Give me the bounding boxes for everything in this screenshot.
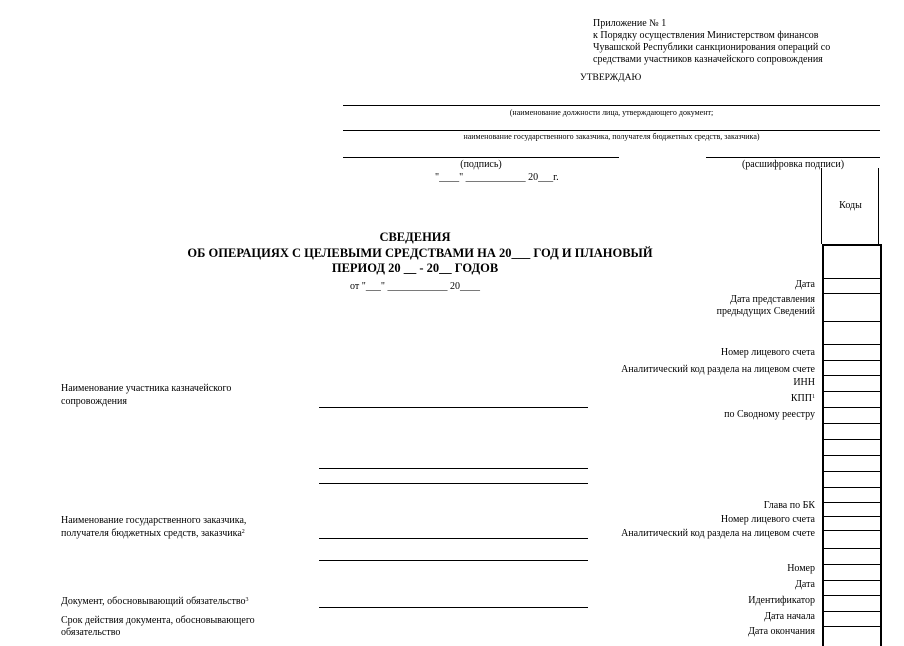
appendix-line-1: Приложение № 1	[593, 18, 667, 29]
code-cell-divider	[824, 611, 880, 612]
label-participant-2: сопровождения	[61, 396, 127, 407]
label-glava: Глава по БК	[763, 500, 815, 511]
code-cell-divider	[824, 530, 880, 531]
decoding-line	[706, 157, 880, 158]
position-line	[343, 105, 880, 106]
label-analytic-code: Аналитический код раздела на лицевом счете	[621, 364, 815, 375]
label-kpp-text: КПП	[790, 393, 812, 404]
code-cell-divider	[824, 391, 880, 392]
label-customer-2-text: получателя бюджетных средств, заказчика	[61, 528, 242, 539]
label-customer-footnote: 2	[241, 529, 245, 535]
label-kpp	[500, 393, 815, 405]
fill-line-3	[319, 560, 588, 561]
label-date-2: Дата	[795, 579, 815, 590]
code-cell-divider	[824, 580, 880, 581]
appendix-line-4: средствами участников казначейского сопровождения	[593, 54, 823, 65]
label-number: Номер	[787, 563, 815, 574]
code-cell-divider	[824, 455, 880, 456]
label-customer-2	[61, 528, 245, 540]
label-prev-date-1: Дата представления	[730, 294, 815, 305]
label-end-date: Дата окончания	[748, 626, 815, 637]
title-date: от "___" ____________ 20____	[350, 281, 480, 292]
approve-label: УТВЕРЖДАЮ	[580, 73, 642, 83]
code-cell-divider	[824, 439, 880, 440]
label-participant-1: Наименование участника казначейского	[61, 383, 232, 394]
decoding-caption: (расшифровка подписи)	[741, 159, 845, 170]
code-cell-divider	[824, 321, 880, 322]
signature-caption: (подпись)	[460, 159, 502, 170]
code-cell-divider	[824, 423, 880, 424]
code-cell-divider	[824, 626, 880, 627]
label-identifier: Идентификатор	[748, 595, 815, 606]
customer-name-line	[319, 538, 588, 539]
fill-line-1	[319, 468, 588, 469]
title-line-3: ПЕРИОД 20 __ - 20__ ГОДОВ	[331, 261, 499, 275]
code-cell-divider	[824, 293, 880, 294]
approve-date: "____" ____________ 20___г.	[435, 172, 559, 183]
code-cell-divider	[824, 471, 880, 472]
signature-line	[343, 157, 619, 158]
code-cell-divider	[824, 595, 880, 596]
codes-header: Коды	[839, 200, 862, 211]
appendix-line-2: к Порядку осуществления Министерством финансов	[593, 30, 819, 41]
code-cell-divider	[824, 360, 880, 361]
customer-line	[343, 130, 880, 131]
label-date: Дата	[795, 279, 815, 290]
label-document	[61, 596, 249, 608]
position-caption: (наименование должности лица, утверждающего документ;	[509, 108, 714, 117]
participant-name-line	[319, 407, 588, 408]
label-account-no-2: Номер лицевого счета	[720, 514, 815, 525]
label-start-date: Дата начала	[764, 611, 815, 622]
label-document-text: Документ, обосновывающий обязательство	[61, 596, 246, 607]
label-registry: по Сводному реестру	[724, 409, 815, 420]
label-prev-date-2: предыдущих Сведений	[716, 306, 815, 317]
code-cell-divider	[824, 564, 880, 565]
code-cell-divider	[824, 548, 880, 549]
title-line-1: СВЕДЕНИЯ	[379, 230, 451, 244]
code-cell-divider	[824, 407, 880, 408]
fill-line-2	[319, 483, 588, 484]
label-document-footnote: 3	[245, 597, 249, 603]
customer-caption: наименование государственного заказчика, получателя бюджетных средств, заказчика)	[463, 132, 760, 141]
label-account-no: Номер лицевого счета	[720, 347, 815, 358]
code-cell-divider	[824, 516, 880, 517]
label-customer-1: Наименование государственного заказчика,	[61, 515, 247, 526]
title-line-2: ОБ ОПЕРАЦИЯХ С ЦЕЛЕВЫМИ СРЕДСТВАМИ НА 20___ ГОД И ПЛАНОВЫЙ	[187, 246, 653, 260]
label-kpp-footnote: 1	[812, 394, 815, 400]
code-cell-divider	[824, 502, 880, 503]
label-validity-1: Срок действия документа, обосновывающего	[61, 615, 255, 626]
code-cell-divider	[824, 278, 880, 279]
code-cell-divider	[824, 344, 880, 345]
label-validity-2: обязательство	[61, 627, 121, 638]
label-inn: ИНН	[793, 377, 815, 388]
label-analytic-code-2: Аналитический код раздела на лицевом счете	[621, 528, 815, 539]
codes-column	[822, 244, 882, 646]
code-cell-divider	[824, 375, 880, 376]
appendix-line-3: Чувашской Республики санкционирования операций со	[593, 42, 831, 53]
document-line	[319, 607, 588, 608]
code-cell-divider	[824, 487, 880, 488]
